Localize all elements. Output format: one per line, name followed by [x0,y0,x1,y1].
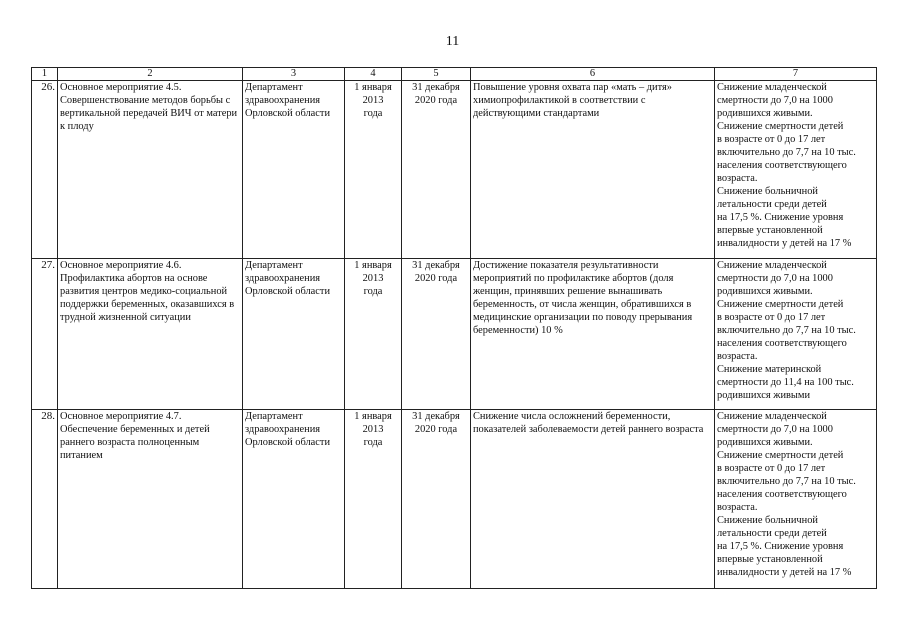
indicator-line: Снижение смертности детей [717,299,844,310]
end-date-line: 2020 года [414,95,458,106]
indicator-line: на 17,5 %. Снижение уровня [717,212,844,223]
event-text: Основное мероприятие 4.5. Совершенствование методов борьбы с вертикальной передачей ВИЧ от матери к плоду [60,82,238,132]
indicator-line: включительно до 7,7 на 10 тыс. [717,476,856,487]
row-number-cell [32,81,58,259]
column-header: 5 [402,68,471,81]
start-date-line: 2013 [362,95,384,106]
row-number: 27. [41,259,55,271]
executor-cell [243,410,345,589]
indicator-line: родившихся живыми. [717,108,813,119]
indicator-line: впервые установленной [717,225,823,236]
indicator-line: возраста. [717,173,758,184]
result-cell [471,410,715,589]
executor-text: Департамент здравоохранения Орловской области [245,260,331,297]
indicator-line: возраста. [717,351,758,362]
indicator-line: смертности до 7,0 на 1000 [717,273,833,284]
start-date-line: года [363,286,383,297]
result-text: Повышение уровня охвата пар «мать – дитя» химиопрофилактикой в соответствии с действующими стандартами [473,82,672,119]
start-date-line: 1 января [354,260,392,271]
indicator-line: населения соответствующего [717,338,847,349]
result-text: Снижение числа осложнений беременности, показателей заболеваемости детей раннего возраста [473,411,704,435]
end-date-line: 31 декабря [412,260,460,271]
executor-text: Департамент здравоохранения Орловской области [245,82,331,119]
row-number-cell [32,410,58,589]
indicator-line: инвалидности у детей на 17 % [717,238,852,249]
indicator-line: Снижение смертности детей [717,121,844,132]
event-cell [58,410,243,589]
indicator-line: Снижение младенческой [717,411,827,422]
result-text: Достижение показателя результативности мероприятий по профилактике абортов (доля женщин, принявших решение вынашивать беременность, от числа женщин, обратившихся в медицинские организации по поводу прерывания беременности) 10 % [473,260,693,336]
column-header: 3 [243,68,345,81]
end-date-line: 2020 года [414,273,458,284]
indicator-line: возраста. [717,502,758,513]
indicator-line: включительно до 7,7 на 10 тыс. [717,147,856,158]
end-date-line: 31 декабря [412,82,460,93]
indicator-line: населения соответствующего [717,160,847,171]
start-date-cell [345,81,402,259]
start-date-line: года [363,437,383,448]
end-date-cell [402,259,471,410]
row-number-cell [32,259,58,410]
measures-table [31,67,877,589]
event-text: Основное мероприятие 4.6. Профилактика абортов на основе развития центров медико-социальной поддержки беременных, оказавшихся в трудной жизненной ситуации [60,260,235,323]
event-cell [58,259,243,410]
end-date-cell [402,410,471,589]
indicator-line: родившихся живыми [717,390,811,401]
page-number: 11 [445,34,460,49]
start-date-line: 1 января [354,82,392,93]
row-number: 26. [41,81,55,93]
start-date-line: 2013 [362,424,384,435]
indicator-line: включительно до 7,7 на 10 тыс. [717,325,856,336]
start-date-line: 2013 [362,273,384,284]
indicator-line: в возрасте от 0 до 17 лет [717,312,826,323]
column-header: 4 [345,68,402,81]
start-date-line: 1 января [354,411,392,422]
start-date-cell [345,259,402,410]
indicator-line: на 17,5 %. Снижение уровня [717,541,844,552]
indicator-line: населения соответствующего [717,489,847,500]
indicator-line: инвалидности у детей на 17 % [717,567,852,578]
indicator-line: родившихся живыми. [717,286,813,297]
column-number-row [32,68,877,81]
row-number: 28. [41,410,55,422]
indicator-line: летальности среди детей [717,199,827,210]
result-cell [471,81,715,259]
table-row [32,259,877,410]
column-header: 7 [715,68,877,81]
start-date-line: года [363,108,383,119]
indicator-line: летальности среди детей [717,528,827,539]
indicator-line: в возрасте от 0 до 17 лет [717,134,826,145]
indicators-cell [715,259,877,410]
result-cell [471,259,715,410]
table-row [32,410,877,589]
indicator-line: впервые установленной [717,554,823,565]
indicator-line: смертности до 7,0 на 1000 [717,424,833,435]
indicators-cell [715,81,877,259]
indicator-line: Снижение младенческой [717,82,827,93]
table-row [32,81,877,259]
executor-text: Департамент здравоохранения Орловской области [245,411,331,448]
indicator-line: смертности до 7,0 на 1000 [717,95,833,106]
column-header: 1 [32,68,58,81]
indicator-line: Снижение материнской [717,364,822,375]
indicator-line: в возрасте от 0 до 17 лет [717,463,826,474]
indicator-line: смертности до 11,4 на 100 тыс. [717,377,854,388]
end-date-line: 2020 года [414,424,458,435]
start-date-cell [345,410,402,589]
indicator-line: родившихся живыми. [717,437,813,448]
end-date-line: 31 декабря [412,411,460,422]
column-header: 6 [471,68,715,81]
indicator-line: Снижение больничной [717,186,818,197]
indicators-cell [715,410,877,589]
end-date-cell [402,81,471,259]
column-header: 2 [58,68,243,81]
event-text: Основное мероприятие 4.7. Обеспечение беременных и детей раннего возраста полноценным питанием [60,411,210,461]
event-cell [58,81,243,259]
indicator-line: Снижение младенческой [717,260,827,271]
indicator-line: Снижение смертности детей [717,450,844,461]
indicator-line: Снижение больничной [717,515,818,526]
executor-cell [243,259,345,410]
executor-cell [243,81,345,259]
